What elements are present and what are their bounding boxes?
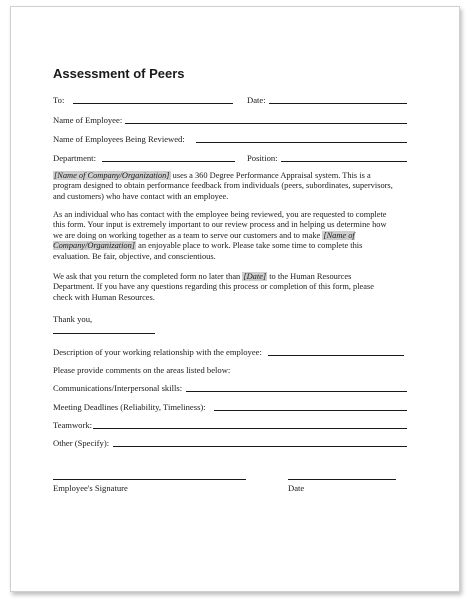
employee-reviewed-row	[53, 133, 408, 145]
communications-row	[53, 382, 408, 394]
teamwork-label: Teamwork:	[53, 420, 93, 430]
other-label: Other (Specify):	[53, 438, 110, 448]
page-title: Assessment of Peers	[53, 66, 185, 81]
deadlines-field[interactable]	[214, 410, 407, 411]
date-placeholder: [Date]	[243, 272, 267, 281]
deadlines-label: Meeting Deadlines (Reliability, Timeliness):	[53, 402, 206, 412]
position-field[interactable]	[281, 161, 407, 162]
department-field[interactable]	[102, 161, 235, 162]
employee-name-row	[53, 114, 408, 126]
communications-label: Communications/Interpersonal skills:	[53, 383, 183, 393]
department-position-row	[53, 152, 408, 164]
position-label: Position:	[247, 153, 278, 163]
instructions-text-a: As an individual who has contact with the employee being reviewed, you are requested to complete this form. Your input is extremely important to our review process and in helping us determine how we are doing on working together as a team to serve our customers and to make	[53, 210, 387, 240]
return-text-a: We ask that you return the completed form no later than	[53, 272, 243, 281]
to-field[interactable]	[73, 103, 233, 104]
date-label: Date:	[247, 95, 266, 105]
other-row	[53, 437, 408, 449]
sender-signature-line	[53, 333, 155, 334]
employee-signature-label: Employee's Signature	[53, 483, 128, 493]
employee-reviewed-field[interactable]	[196, 142, 407, 143]
teamwork-row	[53, 419, 408, 431]
description-row	[53, 346, 408, 358]
description-field[interactable]	[268, 355, 404, 356]
teamwork-field[interactable]	[93, 428, 407, 429]
to-date-row	[53, 94, 408, 106]
company-placeholder: [Name of Company/Organization]	[54, 171, 170, 180]
employee-name-label: Name of Employee:	[53, 115, 123, 125]
signature-date-line[interactable]	[288, 479, 396, 480]
to-label: To:	[53, 95, 65, 105]
comments-intro: Please provide comments on the areas listed below:	[53, 365, 231, 375]
employee-reviewed-label: Name of Employees Being Reviewed:	[53, 134, 185, 144]
instructions-paragraph	[53, 210, 395, 262]
employee-signature-line[interactable]	[53, 479, 246, 480]
employee-name-field[interactable]	[125, 123, 407, 124]
description-label: Description of your working relationship with the employee:	[53, 347, 262, 357]
return-text-b: to the Human Resources Department. If you have any questions regarding this process or completion of this form, please check with Human Resources.	[53, 272, 374, 302]
thanks-text: Thank you,	[53, 314, 93, 324]
department-label: Department:	[53, 153, 96, 163]
return-paragraph	[53, 272, 395, 303]
other-field[interactable]	[113, 446, 407, 447]
intro-paragraph	[53, 171, 395, 202]
date-field[interactable]	[269, 103, 407, 104]
deadlines-row	[53, 401, 408, 413]
signature-date-label: Date	[288, 483, 305, 493]
company-placeholder: [Name of Company/Organization]	[53, 230, 355, 251]
intro-text: uses a 360 Degree Performance Appraisal system. This is a program designed to obtain performance feedback from individuals (peers, subordinates, supervisors, and customers) who have contact with an employee.	[53, 171, 393, 201]
communications-field[interactable]	[186, 391, 407, 392]
instructions-text-b: an enjoyable place to work. Please take some time to complete this evaluation. Be fair, objective, and conscientious.	[53, 241, 363, 261]
